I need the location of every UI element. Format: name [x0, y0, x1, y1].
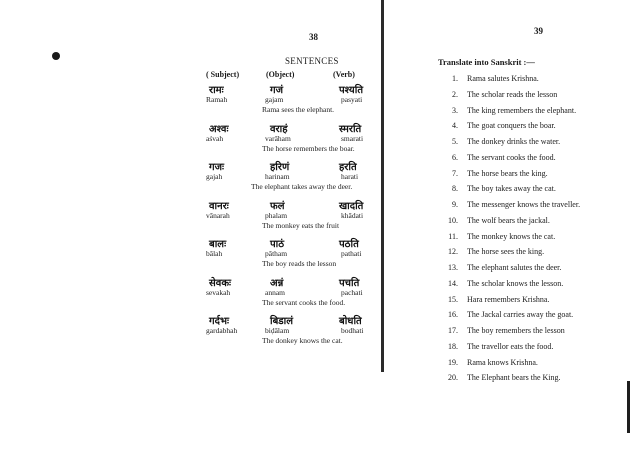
sanskrit-word: स्मरति [339, 123, 362, 135]
exercise-number: 1. [452, 74, 458, 83]
transliteration: harinam [265, 172, 290, 181]
sanskrit-word: रामः [209, 85, 224, 96]
exercise-text: Rama knows Krishna. [467, 357, 538, 367]
exercise-text: The goat conquers the boar. [467, 121, 556, 131]
exercise-number: 14. [448, 278, 458, 288]
exercise-text: The travellor eats the food. [467, 341, 554, 351]
sanskrit-word: बोधति [339, 316, 362, 327]
transliteration: pachati [341, 287, 363, 297]
english-translation: The elephant takes away the deer. [251, 182, 353, 191]
transliteration: pathati [341, 249, 362, 258]
exercise-item [438, 358, 538, 367]
sanskrit-word: पश्यति [339, 85, 364, 96]
exercise-text: The horse sees the king. [467, 247, 545, 257]
transliteration: biḍālam [265, 326, 290, 335]
exercise-item [438, 263, 561, 272]
exercise-item [438, 153, 556, 162]
sentences-title: SENTENCES [285, 56, 339, 66]
exercise-item [438, 373, 561, 382]
english-translation: The servant cooks the food. [262, 297, 346, 307]
transliteration: annam [265, 287, 285, 297]
english-translation: Rama sees the elephant. [262, 105, 335, 114]
sanskrit-word: हरिणं [270, 162, 290, 173]
exercise-item [438, 121, 556, 130]
exercise-number: 10. [448, 215, 458, 225]
sanskrit-word: वानरः [209, 200, 229, 212]
ink-speck [52, 52, 60, 60]
sanskrit-word: खादति [339, 200, 364, 212]
header-subject: ( Subject) [206, 70, 240, 79]
transliteration: gardabhah [206, 326, 238, 335]
transliteration: khādati [341, 210, 364, 220]
exercise-item [438, 106, 576, 115]
exercise-text: The horse bears the king. [467, 168, 548, 178]
exercise-text: The boy remembers the lesson [467, 326, 565, 335]
exercise-number: 19. [448, 357, 458, 367]
exercise-item [438, 342, 553, 351]
sanskrit-word: फलं [270, 200, 285, 212]
exercise-number: 11. [448, 231, 458, 241]
page-number-right: 39 [534, 26, 543, 36]
exercise-item [438, 310, 573, 319]
exercise-number: 17. [448, 326, 458, 335]
sanskrit-word: अन्नं [270, 277, 284, 289]
exercise-number: 2. [452, 89, 458, 99]
english-translation: The monkey eats the fruit [262, 220, 340, 230]
exercise-number: 15. [448, 294, 458, 304]
exercise-number: 5. [452, 137, 458, 146]
transliteration: pātham [265, 249, 288, 258]
exercise-text: The scholar reads the lesson [467, 89, 558, 99]
exercise-item [438, 137, 560, 146]
exercise-number: 18. [448, 341, 458, 351]
sanskrit-word: गजं [270, 85, 284, 96]
sanskrit-word: बिडालं [270, 316, 294, 327]
exercise-number: 20. [448, 373, 458, 383]
exercise-text: The messenger knows the traveller. [467, 200, 581, 209]
sanskrit-word: पाठं [270, 239, 285, 250]
sanskrit-word: हरति [339, 162, 357, 173]
exercise-item [438, 326, 565, 335]
exercise-item [438, 232, 555, 241]
transliteration: pasyati [341, 95, 363, 104]
exercise-item [438, 200, 580, 209]
transliteration: bālah [206, 249, 223, 258]
exercise-item [438, 90, 557, 99]
page-edge [627, 381, 630, 433]
transliteration: gajah [206, 172, 223, 181]
transliteration: aśvah [206, 133, 224, 143]
exercise-number: 12. [448, 247, 458, 257]
exercise-text: The wolf bears the jackal. [467, 215, 550, 225]
sanskrit-word: पचति [339, 277, 360, 289]
header-object: (Object) [266, 70, 295, 79]
transliteration: harati [341, 172, 359, 181]
page-number-left: 38 [309, 32, 318, 42]
exercise-number: 4. [452, 121, 458, 131]
book-spine [381, 0, 384, 372]
exercise-text: The boy takes away the cat. [467, 184, 556, 194]
exercise-item [438, 216, 550, 225]
sanskrit-word: अश्वः [209, 123, 229, 135]
exercise-text: Rama salutes Krishna. [467, 74, 539, 83]
sanskrit-word: वराहं [270, 123, 288, 135]
exercise-number: 7. [452, 168, 458, 178]
sanskrit-word: गजः [209, 162, 225, 173]
transliteration: gajam [265, 95, 284, 104]
transliteration: bodhati [341, 326, 364, 335]
transliteration: sevakah [206, 287, 231, 297]
exercise-item [438, 279, 563, 288]
exercise-number: 6. [452, 152, 458, 162]
exercise-text: The elephant salutes the deer. [467, 263, 562, 272]
sanskrit-word: बालः [209, 239, 227, 250]
english-translation: The boy reads the lesson [262, 259, 337, 268]
sanskrit-word: गर्दभः [209, 316, 229, 327]
exercise-text: The monkey knows the cat. [467, 231, 556, 241]
exercise-text: The king remembers the elephant. [467, 105, 577, 115]
header-verb: (Verb) [333, 70, 355, 79]
transliteration: varāham [265, 133, 291, 143]
exercise-text: The Elephant bears the King. [467, 373, 561, 383]
sanskrit-word: पठति [339, 239, 359, 250]
exercise-item [438, 74, 539, 83]
transliteration: Ramah [206, 95, 228, 104]
exercise-text: The scholar knows the lesson. [467, 278, 564, 288]
exercise-number: 16. [448, 310, 458, 320]
exercise-number: 8. [452, 184, 458, 194]
transliteration: phalam [265, 210, 288, 220]
exercise-item [438, 295, 549, 304]
exercise-title: Translate into Sanskrit :— [438, 57, 535, 67]
exercise-text: The donkey drinks the water. [467, 137, 561, 146]
english-translation: The donkey knows the cat. [262, 336, 343, 345]
exercise-text: The Jackal carries away the goat. [467, 310, 574, 320]
exercise-number: 3. [452, 105, 458, 115]
exercise-text: Hara remembers Krishna. [467, 294, 550, 304]
exercise-item [438, 184, 556, 193]
exercise-number: 13. [448, 263, 458, 272]
english-translation: The horse remembers the boar. [262, 143, 355, 153]
exercise-number: 9. [452, 200, 458, 209]
transliteration: vānarah [206, 210, 230, 220]
exercise-item [438, 247, 544, 256]
sanskrit-word: सेवकः [209, 277, 232, 289]
exercise-item [438, 169, 548, 178]
exercise-text: The servant cooks the food. [467, 152, 556, 162]
transliteration: smarati [341, 133, 364, 143]
